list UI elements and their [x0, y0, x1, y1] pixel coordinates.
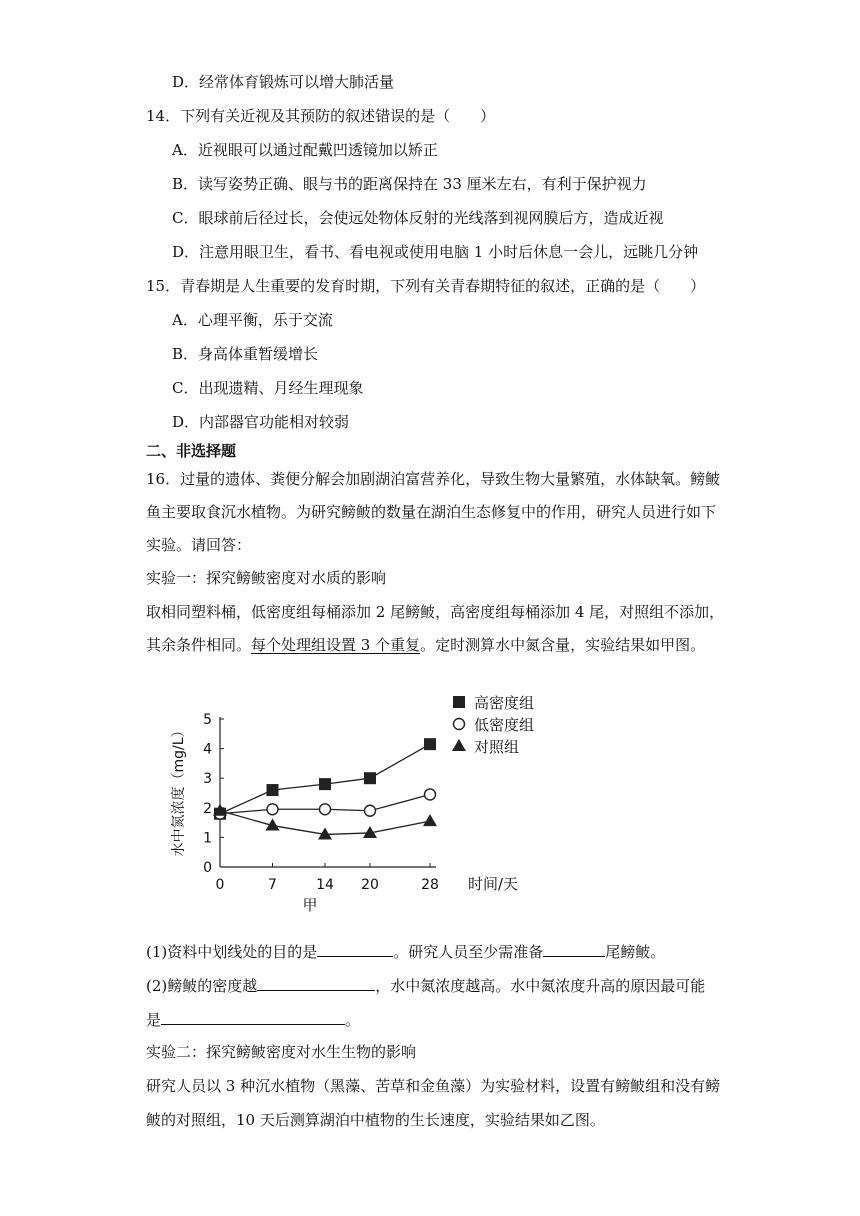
data-point-square: [424, 738, 436, 750]
sub1-text-b: 。研究人员至少需准备: [393, 943, 544, 961]
x-tick-label: 20: [361, 877, 379, 893]
legend-marker-triangle: [452, 739, 466, 751]
sub1-text-a: (1)资料中划线处的目的是: [146, 943, 318, 961]
legend-marker-circle: [454, 719, 465, 730]
q14-option-d: D．注意用眼卫生，看书、看电视或使用电脑 1 小时后休息一会儿，远眺几分钟: [172, 243, 699, 261]
chart-legend: [452, 694, 534, 756]
data-point-square: [319, 778, 331, 790]
answer-blank-4[interactable]: [161, 1008, 345, 1025]
data-point-circle: [365, 805, 376, 816]
q14-option-b: B．读写姿势正确、眼与书的距离保持在 33 厘米左右，有利于保护视力: [172, 175, 647, 193]
legend-label: 低密度组: [474, 716, 535, 734]
sub2-text-c: 是: [146, 1011, 162, 1029]
exp2-line-1: 研究人员以 3 种沉水植物（黑藻、苦草和金鱼藻）为实验材料，设置有鳑鲏组和没有鳑: [146, 1077, 721, 1095]
chart-markers: [213, 738, 437, 839]
y-tick-label: 2: [203, 800, 212, 817]
legend-marker-square: [453, 696, 465, 708]
x-tick-label: 28: [421, 877, 439, 893]
sub2-text-d: 。: [345, 1011, 361, 1029]
q16-intro-line-3: 实验。请回答：: [146, 536, 252, 554]
sub-question-2: [146, 974, 705, 996]
q15-option-a: A．心理平衡，乐于交流: [172, 311, 333, 329]
q13-option-d: D．经常体育锻炼可以增大肺活量: [172, 73, 395, 91]
exp1-title: 实验一：探究鳑鲏密度对水质的影响: [146, 569, 387, 587]
sub1-text-c: 尾鳑鲏。: [605, 943, 666, 961]
q14-option-c: C．眼球前后径过长，会使远处物体反射的光线落到视网膜后方，造成近视: [172, 209, 664, 227]
data-point-circle: [320, 804, 331, 815]
exp1-line-1: 取相同塑料桶，低密度组每桶添加 2 尾鳑鲏，高密度组每桶添加 4 尾，对照组不添加，: [146, 603, 725, 621]
exp1-line-2-a: 其余条件相同。: [146, 636, 252, 654]
q16-intro-line-1: 16．过量的遗体、粪便分解会加剧湖泊富营养化，导致生物大量繁殖，水体缺氧。鳑鲏: [146, 470, 721, 488]
q14-option-a: A．近视眼可以通过配戴凹透镜加以矫正: [172, 141, 438, 159]
y-tick-label: 5: [203, 712, 212, 728]
exp2-title: 实验二：探究鳑鲏密度对水生生物的影响: [146, 1043, 417, 1061]
sub2-text-a: (2)鳑鲏的密度越: [146, 977, 258, 995]
answer-blank-2[interactable]: [543, 940, 605, 957]
q14-stem: 14．下列有关近视及其预防的叙述错误的是（ ）: [146, 107, 496, 125]
q16-intro-line-2: 鱼主要取食沉水植物。为研究鳑鲏的数量在湖泊生态修复中的作用，研究人员进行如下: [146, 503, 717, 521]
chart-axes: [203, 712, 439, 893]
y-tick-label: 4: [203, 741, 212, 758]
data-point-circle: [425, 789, 436, 800]
legend-label: 高密度组: [474, 694, 535, 712]
y-tick-label: 0: [203, 860, 212, 876]
x-tick-label: 7: [268, 877, 277, 893]
exp1-line-2: [146, 635, 705, 655]
x-tick-label: 14: [316, 877, 334, 893]
data-point-square: [267, 784, 279, 796]
data-point-circle: [267, 804, 278, 815]
x-tick-label: 0: [215, 877, 225, 893]
answer-blank-1[interactable]: [317, 940, 393, 957]
exp1-line-2-b: 。定时测算水中氮含量，实验结果如甲图。: [420, 636, 706, 654]
chart-jia: [160, 686, 580, 916]
q15-option-c: C．出现遗精、月经生理现象: [172, 379, 364, 397]
legend-label: 对照组: [474, 738, 520, 756]
q15-option-d: D．内部器官功能相对较弱: [172, 413, 350, 431]
q15-stem: 15．青春期是人生重要的发育时期，下列有关青春期特征的叙述，正确的是（ ）: [146, 277, 706, 295]
data-point-triangle: [423, 814, 437, 826]
answer-blank-3[interactable]: [257, 974, 375, 991]
sub2-text-b: ，水中氮浓度越高。水中氮浓度升高的原因最可能: [375, 977, 706, 995]
exp1-underlined-text: 每个处理组设置 3 个重复: [251, 636, 421, 654]
exp2-line-2: 鲏的对照组，10 天后测算湖泊中植物的生长速度，实验结果如乙图。: [146, 1111, 605, 1129]
chart-caption: 甲: [302, 896, 318, 914]
sub-question-1: [146, 940, 665, 962]
y-tick-label: 1: [203, 830, 212, 847]
chart-y-axis-label: 水中氮浓度（mg/L）: [171, 723, 187, 857]
y-tick-label: 3: [203, 771, 212, 788]
q15-option-b: B．身高体重暂缓增长: [172, 345, 319, 363]
sub-question-2-cont: [146, 1008, 360, 1030]
section-title: 二、非选择题: [146, 442, 237, 460]
data-point-square: [364, 772, 376, 784]
chart-x-axis-label: 时间/天: [468, 875, 519, 893]
